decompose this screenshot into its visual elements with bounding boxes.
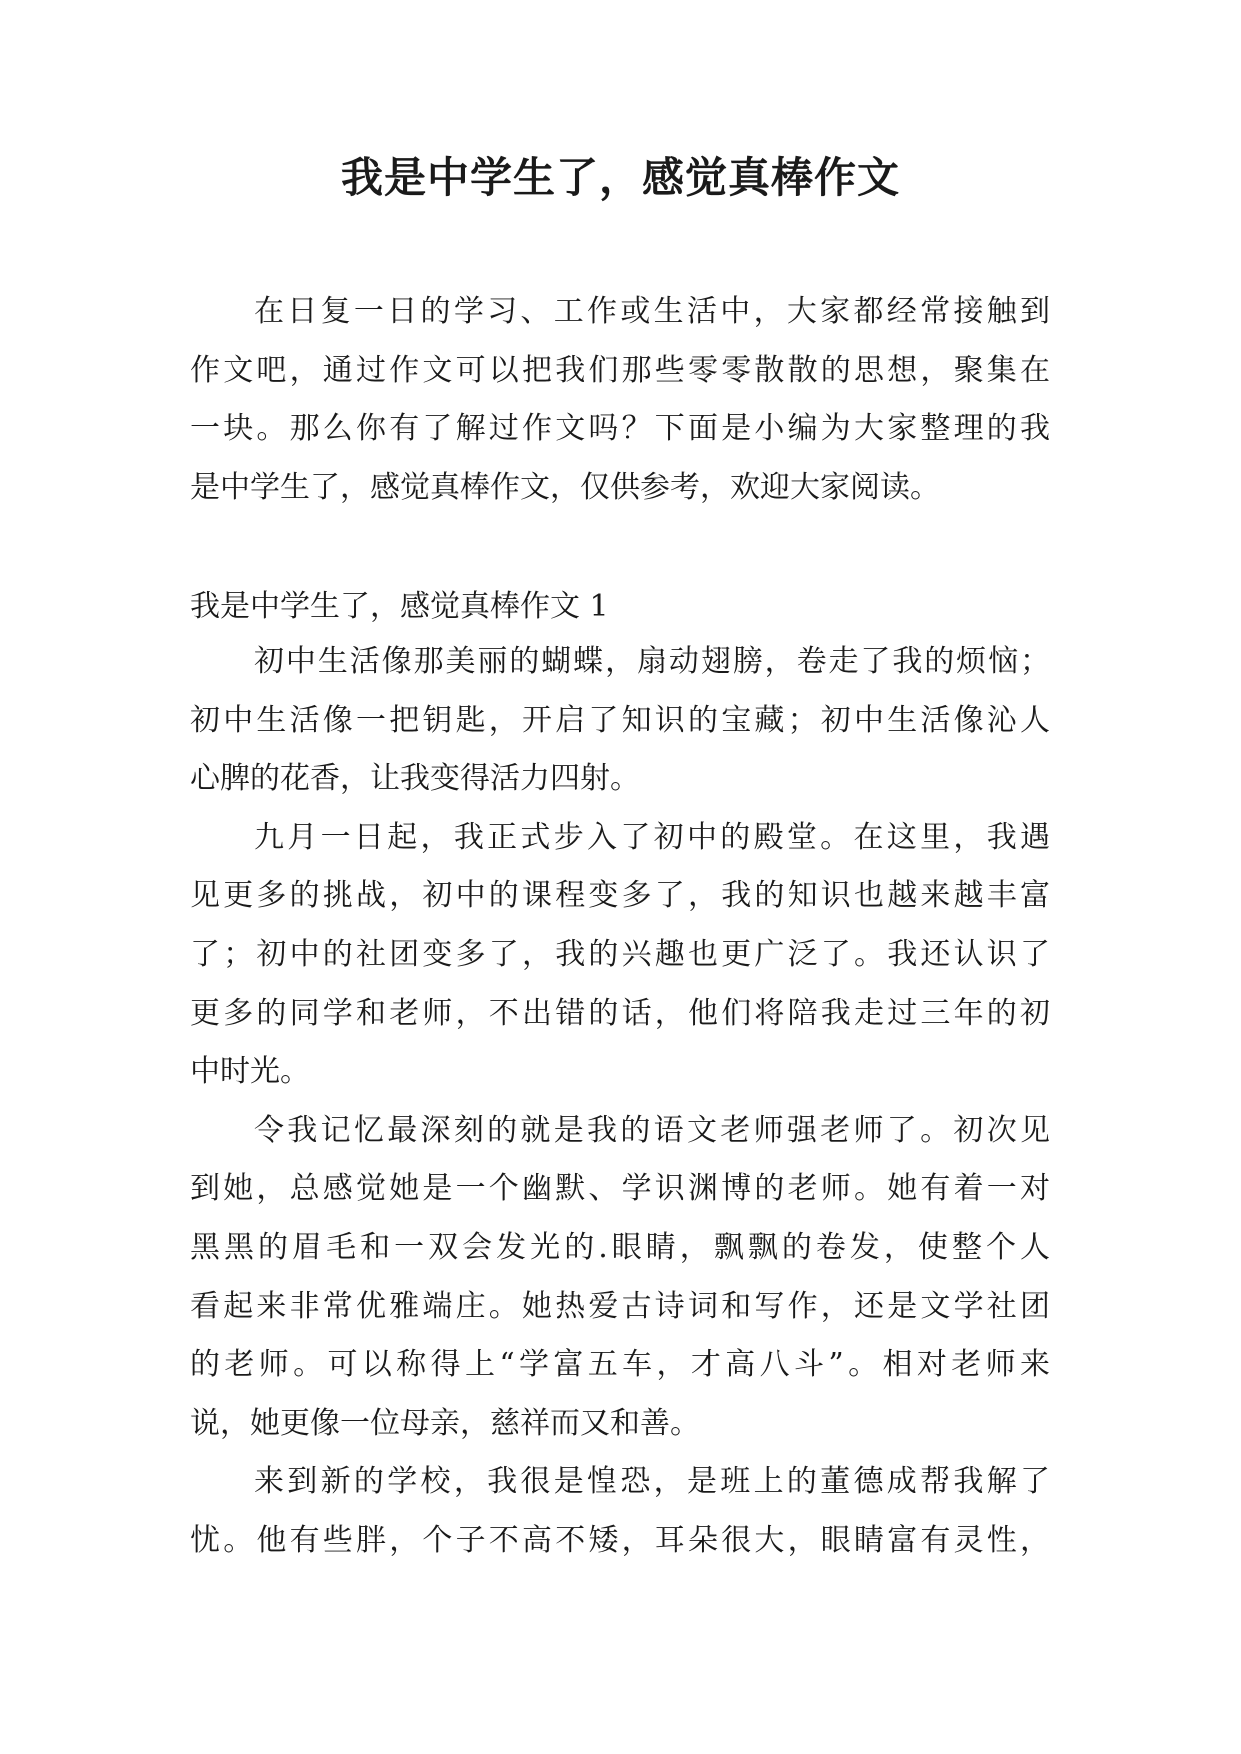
text-line: 见更多的挑战，初中的课程变多了，我的知识也越来越丰富 — [190, 878, 1050, 914]
text-line: 的老师。可以称得上“学富五车，才高八斗”。相对老师来 — [190, 1347, 1050, 1383]
text-line: 初中生活像那美丽的蝴蝶，扇动翅膀，卷走了我的烦恼； — [254, 644, 1050, 679]
intro-paragraph — [190, 283, 1050, 517]
text-line: 看起来非常优雅端庄。她热爱古诗词和写作，还是文学社团 — [190, 1288, 1050, 1324]
text-line: 说，她更像一位母亲，慈祥而又和善。 — [190, 1405, 700, 1441]
text-line: 九月一日起，我正式步入了初中的殿堂。在这里，我遇 — [254, 819, 1050, 855]
text-line: 一块。那么你有了解过作文吗？下面是小编为大家整理的我 — [190, 411, 1050, 447]
text-line: 黑黑的眉毛和一双会发光的.眼睛，飘飘的卷发，使整个人 — [190, 1229, 1050, 1265]
text-line: 心脾的花香，让我变得活力四射。 — [190, 761, 640, 797]
text-line: 到她，总感觉她是一个幽默、学识渊博的老师。她有着一对 — [190, 1171, 1050, 1207]
text-line: 忧。他有些胖，个子不高不矮，耳朵很大，眼睛富有灵性， — [190, 1522, 1050, 1558]
text-line: 中时光。 — [190, 1054, 310, 1090]
text-line: 来到新的学校，我很是惶恐，是班上的董德成帮我解了 — [254, 1464, 1050, 1500]
text-line: 令我记忆最深刻的就是我的语文老师强老师了。初次见 — [254, 1112, 1050, 1148]
text-line: 初中生活像一把钥匙，开启了知识的宝藏；初中生活像沁人 — [190, 702, 1050, 738]
essay-body — [190, 633, 1050, 1571]
text-line: 在日复一日的学习、工作或生活中，大家都经常接触到 — [254, 294, 1050, 329]
document-title: 我是中学生了，感觉真棒作文 — [340, 153, 900, 202]
text-line: 作文吧，通过作文可以把我们那些零零散散的思想，聚集在 — [190, 352, 1050, 388]
text-line: 是中学生了，感觉真棒作文，仅供参考，欢迎大家阅读。 — [190, 469, 940, 505]
text-line: 了；初中的社团变多了，我的兴趣也更广泛了。我还认识了 — [190, 936, 1050, 972]
essay-heading: 我是中学生了，感觉真棒作文 1 — [190, 589, 609, 624]
text-line: 更多的同学和老师，不出错的话，他们将陪我走过三年的初 — [190, 995, 1050, 1031]
